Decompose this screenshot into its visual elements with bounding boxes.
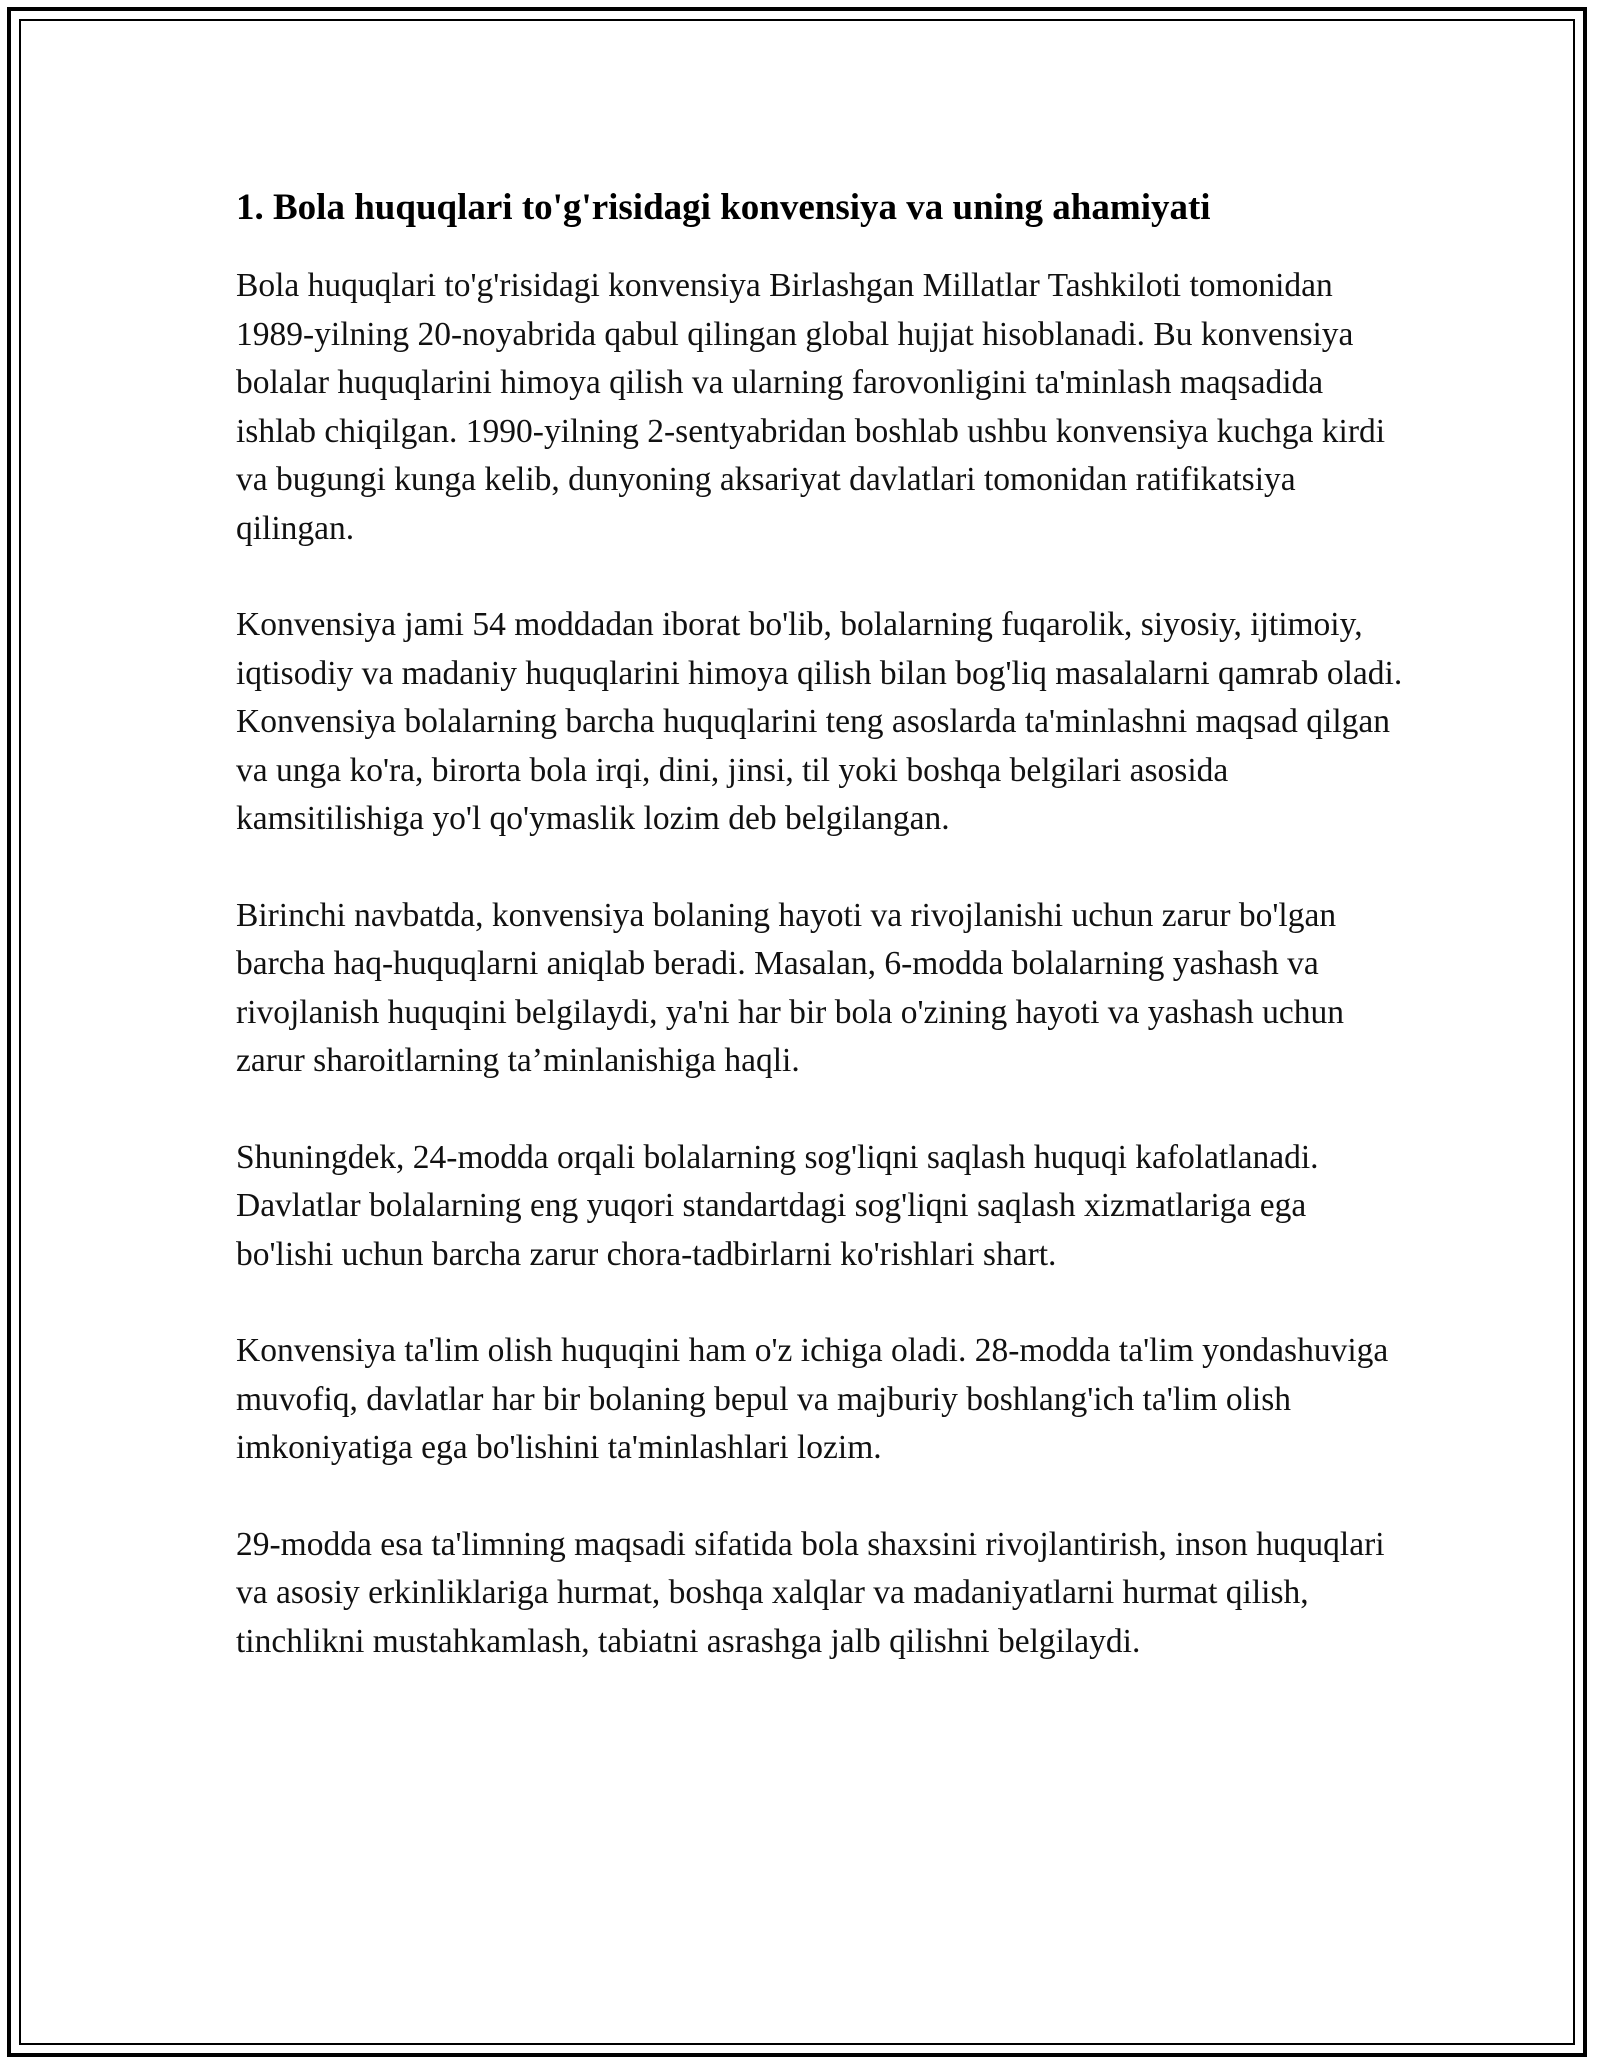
document-body	[236, 184, 1406, 1714]
paragraph-3: Birinchi navbatda, konvensiya bolaning hayoti va rivojlanishi uchun zarur bo'lgan barcha haq-huquqlarni aniqlab beradi. Masalan, 6-modda bolalarning yashash va rivojlanish huquqini belgilaydi, ya'ni har bir bola o'zining hayoti va yashash uchun zarur sharoitlarning ta’minlanishiga haqli.	[236, 896, 1345, 1079]
section-heading: 1. Bola huquqlari to'g'risidagi konvensiya va uning ahamiyati	[236, 187, 1211, 228]
paragraph-5: Konvensiya ta'lim olish huquqini ham o'z ichiga oladi. 28-modda ta'lim yondashuviga muvofiq, davlatlar har bir bolaning bepul va majburiy boshlang'ich ta'lim olish imkoniyatiga ega bo'lishini ta'minlashlari lozim.	[236, 1332, 1389, 1466]
paragraph-6: 29-modda esa ta'limning maqsadi sifatida bola shaxsini rivojlantirish, inson huquqlari va asosiy erkinliklariga hurmat, boshqa xalqlar va madaniyatlarni hurmat qilish, tinchlikni mustahkamlash, tabiatni asrashga jalb qilishni belgilaydi.	[236, 1525, 1385, 1660]
paragraph-4: Shuningdek, 24-modda orqali bolalarning sog'liqni saqlash huquqi kafolatlanadi. Davlatlar bolalarning eng yuqori standartdagi sog'liqni saqlash xizmatlariga ega bo'lishi uchun barcha zarur chora-tadbirlarni ko'rishlari shart.	[236, 1138, 1319, 1273]
paragraph-2: Konvensiya jami 54 moddadan iborat bo'lib, bolalarning fuqarolik, siyosiy, ijtimoiy, iqtisodiy va madaniy huquqlarini himoya qilish bilan bog'liq masalalarni qamrab oladi. Konvensiya bolalarning barcha huquqlarini teng asoslarda ta'minlashni maqsad qilgan va unga ko'ra, birorta bola irqi, dini, jinsi, til yoki boshqa belgilari asosida kamsitilishiga yo'l qo'ymaslik lozim deb belgilangan.	[236, 606, 1403, 837]
paragraph-1: Bola huquqlari to'g'risidagi konvensiya Birlashgan Millatlar Tashkiloti tomonidan 1989-yilning 20-noyabrida qabul qilingan global hujjat hisoblanadi. Bu konvensiya bolalar huquqlarini himoya qilish va ularning farovonligini ta'minlash maqsadida ishlab chiqilgan. 1990-yilning 2-sentyabridan boshlab ushbu konvensiya kuchga kirdi va bugungi kunga kelib, dunyoning aksariyat davlatlari tomonidan ratifikatsiya qilingan.	[236, 267, 1386, 547]
